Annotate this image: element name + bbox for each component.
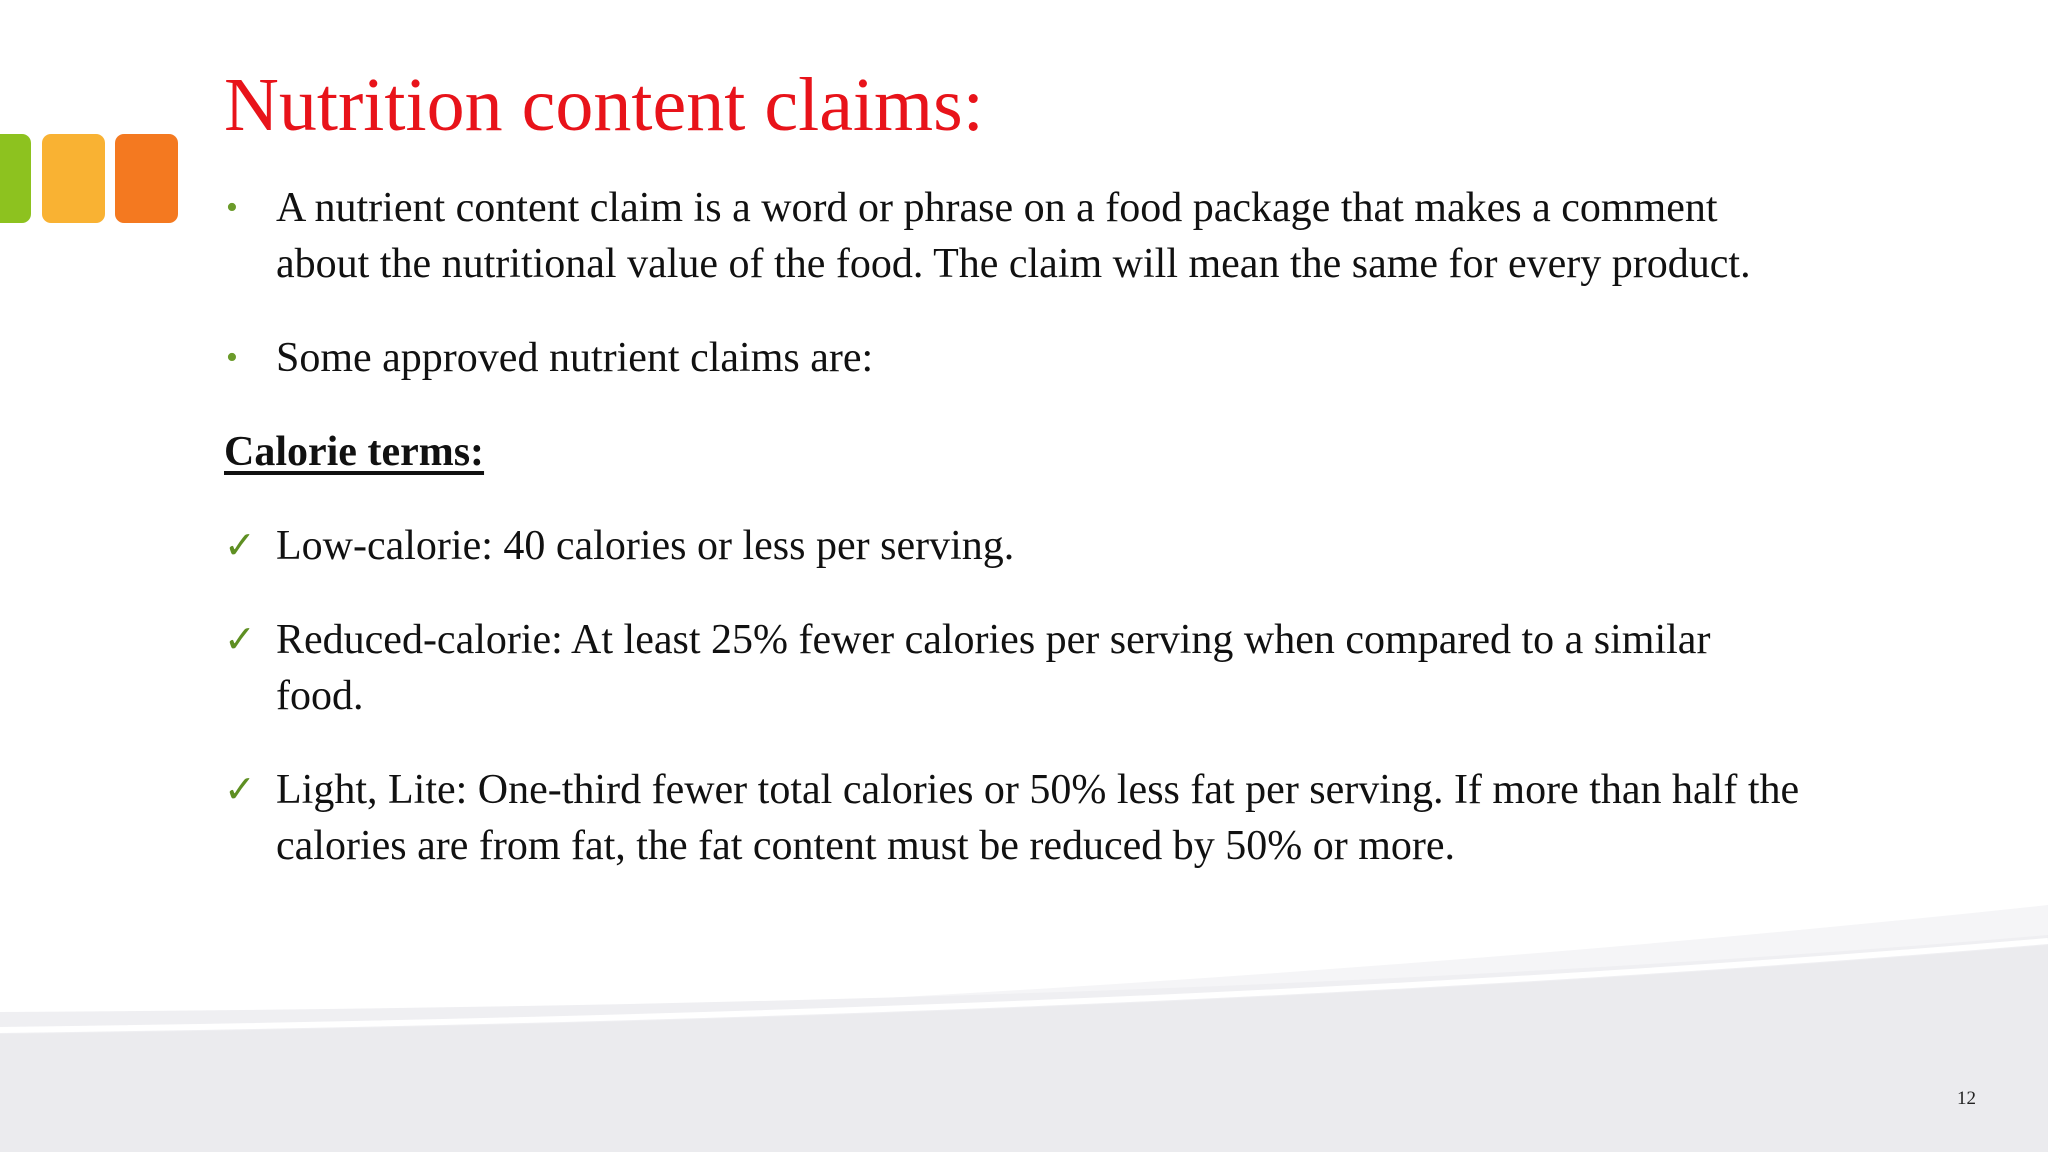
accent-block-yellow <box>42 134 105 223</box>
calorie-terms-heading: Calorie terms: <box>224 429 485 475</box>
check-item <box>224 518 1804 574</box>
check-text: Reduced-calorie: At least 25% fewer calories per serving when compared to a similar food. <box>276 617 1711 719</box>
bullet-item <box>224 180 1804 292</box>
bullet-text: Some approved nutrient claims are: <box>276 335 874 381</box>
check-item <box>224 612 1804 724</box>
bullet-dot-icon: • <box>226 189 238 226</box>
check-text: Light, Lite: One-third fewer total calories or 50% less fat per serving. If more than half the calories are from fat, the fat content must be reduced by 50% or more. <box>276 767 1800 869</box>
accent-block-orange <box>115 134 178 223</box>
check-item <box>224 762 1804 874</box>
bullet-item <box>224 330 1804 386</box>
checkmark-icon: ✓ <box>224 619 256 661</box>
page-number: 12 <box>1957 1088 1976 1109</box>
checkmark-icon: ✓ <box>224 769 256 811</box>
accent-block-green <box>0 134 31 223</box>
slide-title: Nutrition content claims: <box>224 63 984 147</box>
slide-body <box>224 180 1804 912</box>
checkmark-icon: ✓ <box>224 525 256 567</box>
bullet-text: A nutrient content claim is a word or phrase on a food package that makes a comment about the nutritional value of the food. The claim will mean the same for every product. <box>276 185 1751 287</box>
bullet-dot-icon: • <box>226 339 238 376</box>
check-text: Low-calorie: 40 calories or less per serving. <box>276 523 1015 569</box>
